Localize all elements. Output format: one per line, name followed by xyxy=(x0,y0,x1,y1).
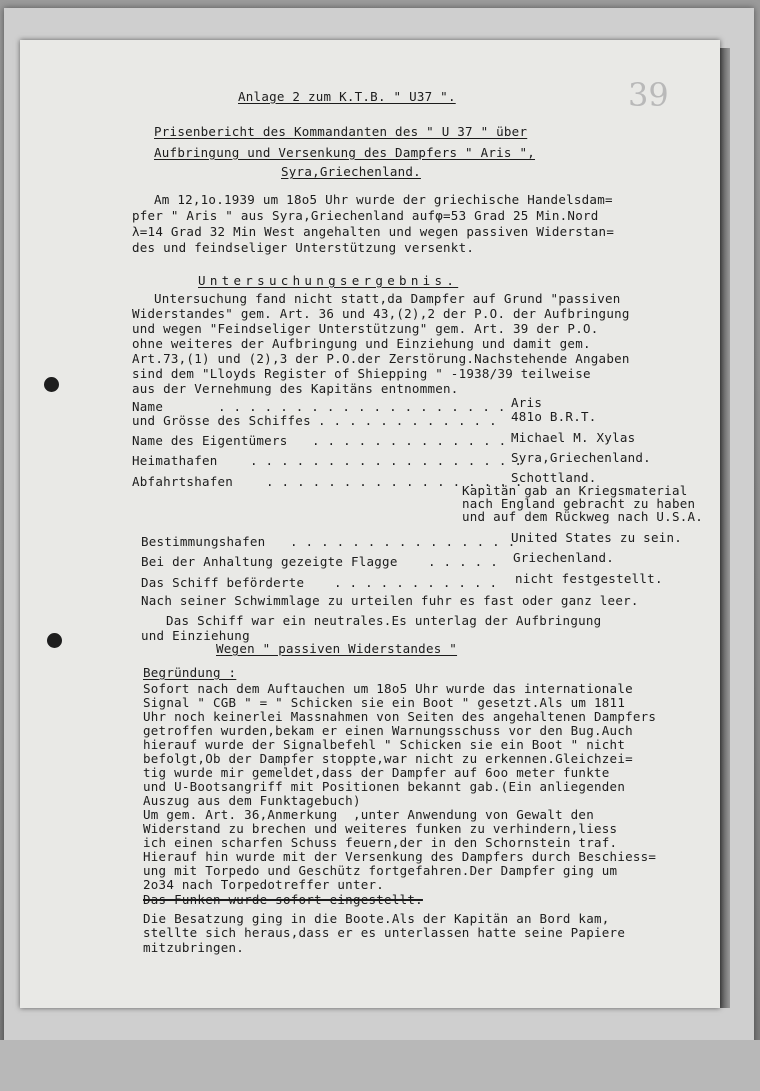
intro-line-1: Am 12,1o.1939 um 18o5 Uhr wurde der griechische Handelsdam= xyxy=(154,192,613,207)
section-line-6: sind dem "Lloyds Register of Shiepping " -1938/39 teilweise xyxy=(132,366,591,381)
owner-value: Michael M. Xylas xyxy=(511,430,636,445)
reason-line-13: Hierauf hin wurde mit der Versenkung des Dampfers durch Beschiess= xyxy=(143,849,657,864)
reason-line-3: Uhr noch keinerlei Massnahmen von Seiten des angehaltenen Dampfers xyxy=(143,709,657,724)
ship-size-value: 481o B.R.T. xyxy=(511,409,597,424)
reason-line-17: stellte sich heraus,dass er es unterlassen hatte seine Papiere xyxy=(143,925,626,940)
status-line-3: Wegen " passiven Widerstandes " xyxy=(216,641,458,656)
ship-name-dots: . . . . . . . . . . . . . . . . . . . xyxy=(218,399,506,414)
reason-line-11: Widerstand zu brechen und weiteres funken zu verhindern,liess xyxy=(143,821,618,836)
departure-port-value: Schottland. xyxy=(511,470,597,485)
load-line: Nach seiner Schwimmlage zu urteilen fuhr es fast oder ganz leer. xyxy=(141,593,639,608)
section-line-3: und wegen "Feindseliger Unterstützung" gem. Art. 39 der P.O. xyxy=(132,321,599,336)
reason-line-10: Um gem. Art. 36,Anmerkung ,unter Anwendung von Gewalt den xyxy=(143,807,594,822)
reason-line-5: hierauf wurde der Signalbefehl " Schicken sie ein Boot " nicht xyxy=(143,737,626,752)
home-port-value: Syra,Griechenland. xyxy=(511,450,651,465)
reason-line-18: mitzubringen. xyxy=(143,940,245,955)
section-heading: Untersuchungsergebnis. xyxy=(198,273,459,288)
status-line-2: und Einziehung xyxy=(141,628,250,643)
ship-size-dots: . . . . . . . . . . . . xyxy=(318,413,497,428)
ship-size-label: und Grösse des Schiffes xyxy=(132,413,311,428)
reason-line-15: 2o34 nach Torpedotreffer unter. xyxy=(143,877,385,892)
reason-line-14: ung mit Torpedo und Geschütz fortgefahren.Der Dampfer ging um xyxy=(143,863,618,878)
struck-out-line: Das Funken wurde sofort eingestellt. xyxy=(143,892,423,907)
departure-port-dots: . . . . . . . . . . . . . . . . . xyxy=(266,474,523,489)
title-line-1: Prisenbericht des Kommandanten des " U 37 " über xyxy=(154,124,528,139)
section-line-4: ohne weiteres der Aufbringung und Einziehung und damit gem. xyxy=(132,336,591,351)
owner-dots: . . . . . . . . . . . . . xyxy=(312,433,507,448)
captain-note-line-3: und auf dem Rückweg nach U.S.A. xyxy=(462,509,704,524)
captain-note-line-1: Kapitän gab an Kriegsmaterial xyxy=(462,483,688,498)
scan-bottom-strip xyxy=(0,1040,760,1091)
reason-line-4: getroffen wurden,bekam er einen Warnungsschuss vor den Bug.Auch xyxy=(143,723,633,738)
home-port-dots: . . . . . . . . . . . . . . . . . . xyxy=(250,453,523,468)
destination-dots: . . . . . . . . . . . . . . . xyxy=(290,534,516,549)
intro-line-4: des und feindseliger Unterstützung versenkt. xyxy=(132,240,475,255)
flag-dots: . . . . . xyxy=(428,554,498,569)
ship-name-value: Aris xyxy=(511,395,543,410)
ship-name-label: Name xyxy=(132,399,164,414)
section-line-7: aus der Vernehmung des Kapitäns entnommen. xyxy=(132,381,459,396)
reason-line-12: ich einen scharfen Schuss feuern,der in den Schornstein traf. xyxy=(143,835,618,850)
home-port-label: Heimathafen xyxy=(132,453,218,468)
reason-line-7: tig wurde mir gemeldet,dass der Dampfer auf 6oo meter funkte xyxy=(143,765,610,780)
reason-line-1: Sofort nach dem Auftauchen um 18o5 Uhr wurde das internationale xyxy=(143,681,633,696)
intro-line-2: pfer " Aris " aus Syra,Griechenland aufφ=53 Grad 25 Min.Nord xyxy=(132,208,599,223)
destination-label: Bestimmungshafen xyxy=(141,534,266,549)
section-line-1: Untersuchung fand nicht statt,da Dampfer auf Grund "passiven xyxy=(154,291,621,306)
intro-line-3: λ=14 Grad 32 Min West angehalten und wegen passiven Widerstan= xyxy=(132,224,615,239)
cargo-dots: . . . . . . . . . . . xyxy=(334,575,498,590)
punch-hole-lower xyxy=(47,633,62,648)
reason-line-2: Signal " CGB " = " Schicken sie ein Boot " gesetzt.Als um 1811 xyxy=(143,695,626,710)
destination-value: United States zu sein. xyxy=(511,530,683,545)
reason-line-9: Auszug aus dem Funktagebuch) xyxy=(143,793,361,808)
status-line-1: Das Schiff war ein neutrales.Es unterlag der Aufbringung xyxy=(166,613,602,628)
title-line-3: Syra,Griechenland. xyxy=(281,164,421,179)
reason-line-6: befolgt,Ob der Dampfer stoppte,war nicht zu erkennen.Gleichzei= xyxy=(143,751,633,766)
reason-heading: Begründung : xyxy=(143,665,237,680)
cargo-value: nicht festgestellt. xyxy=(515,571,663,586)
cargo-label: Das Schiff beförderte xyxy=(141,575,305,590)
reason-line-8: und U-Bootsangriff mit Positionen bekannt gab.(Ein anliegenden xyxy=(143,779,626,794)
owner-label: Name des Eigentümers xyxy=(132,433,288,448)
flag-value: Griechenland. xyxy=(513,550,615,565)
page-number: 39 xyxy=(628,76,669,114)
punch-hole-upper xyxy=(44,377,59,392)
annex-heading: Anlage 2 zum K.T.B. " U37 ". xyxy=(238,89,456,104)
section-line-2: Widerstandes" gem. Art. 36 und 43,(2),2 der P.O. der Aufbringung xyxy=(132,306,630,321)
captain-note-line-2: nach England gebracht zu haben xyxy=(462,496,696,511)
title-line-2: Aufbringung und Versenkung des Dampfers " Aris ", xyxy=(154,145,536,160)
reason-line-16: Die Besatzung ging in die Boote.Als der Kapitän an Bord kam, xyxy=(143,911,610,926)
section-line-5: Art.73,(1) und (2),3 der P.O.der Zerstörung.Nachstehende Angaben xyxy=(132,351,630,366)
flag-label: Bei der Anhaltung gezeigte Flagge xyxy=(141,554,398,569)
departure-port-label: Abfahrtshafen xyxy=(132,474,234,489)
